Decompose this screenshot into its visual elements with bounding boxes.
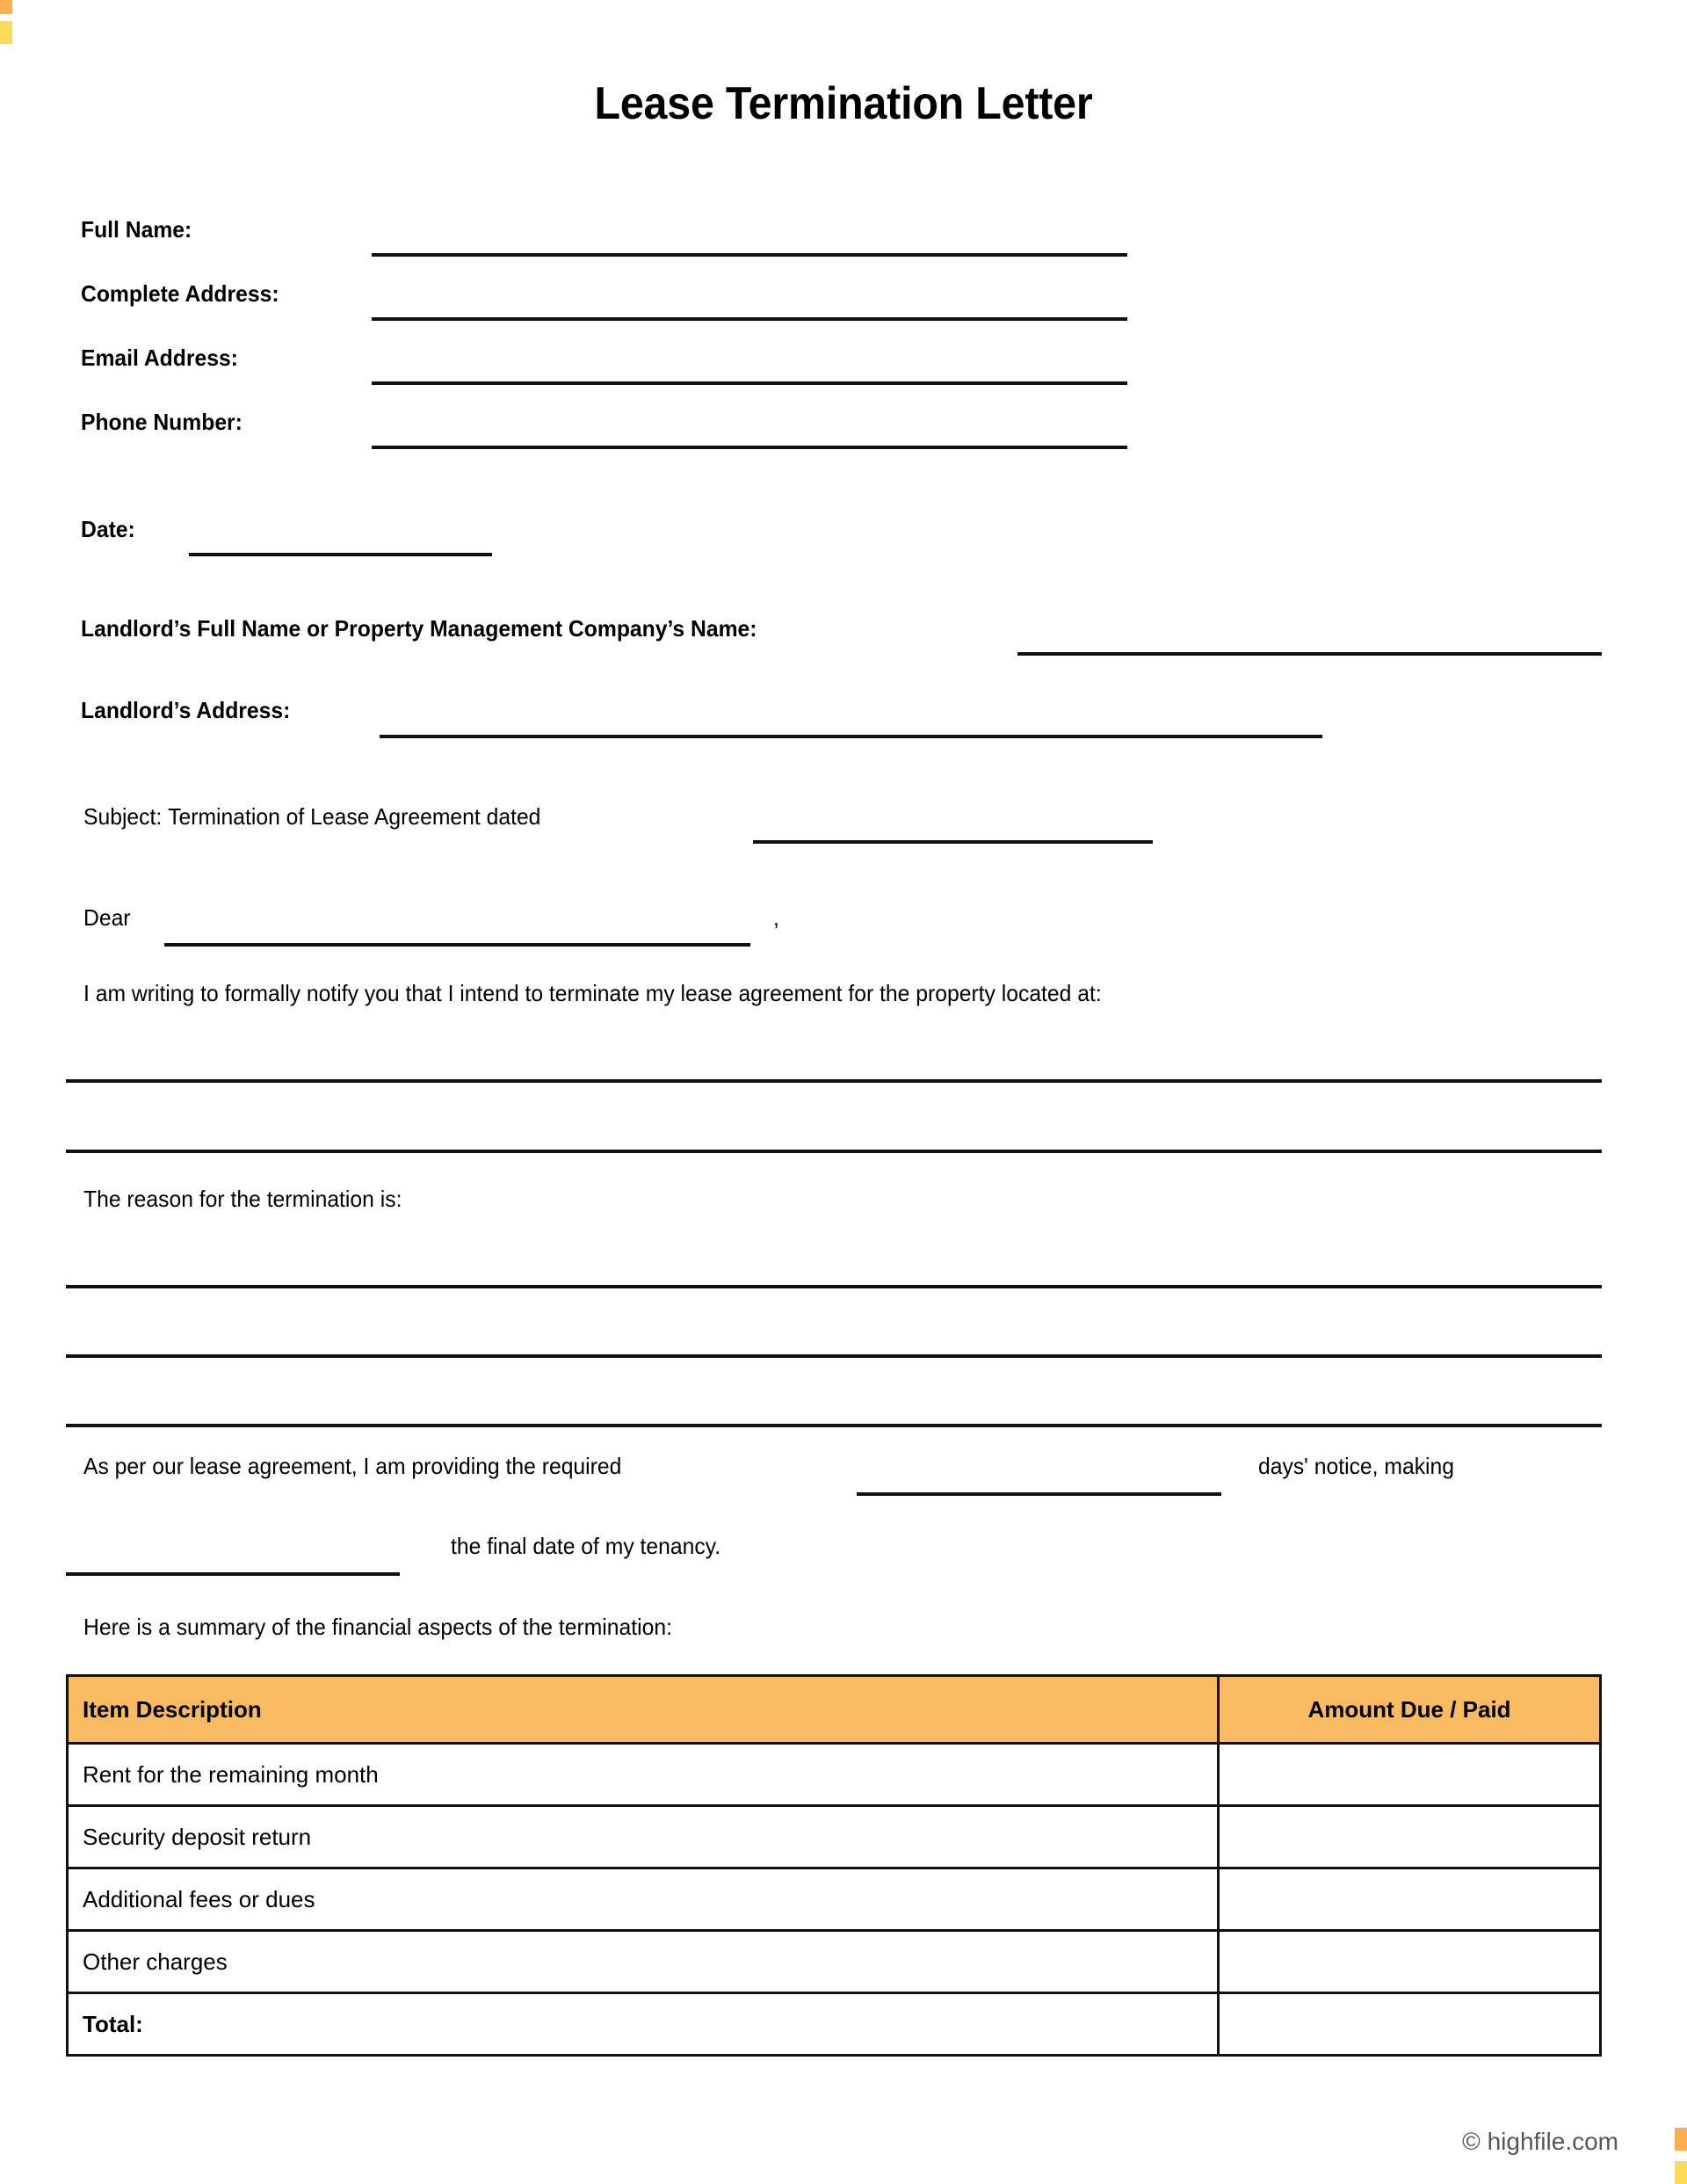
- cell-amount[interactable]: [1219, 1931, 1601, 1993]
- column-header-item-description: Item Description: [68, 1676, 1219, 1744]
- label-date: Date:: [81, 516, 135, 542]
- label-full-name: Full Name:: [81, 216, 192, 243]
- input-complete-address[interactable]: [372, 317, 1127, 321]
- table-row: [68, 1931, 1601, 1993]
- input-phone-number[interactable]: [372, 446, 1127, 449]
- paragraph-intro: I am writing to formally notify you that I intend to terminate my lease agreement for the property located at:: [83, 980, 1102, 1006]
- label-phone-number: Phone Number:: [81, 409, 243, 435]
- cell-item-description: Additional fees or dues: [68, 1868, 1219, 1931]
- cell-amount[interactable]: [1219, 1744, 1601, 1806]
- input-lease-date[interactable]: [753, 840, 1153, 844]
- label-landlord-name: Landlord’s Full Name or Property Management Company’s Name:: [81, 615, 757, 642]
- footer-copyright: © highfile.com: [1462, 2128, 1618, 2155]
- input-notice-days[interactable]: [857, 1492, 1221, 1496]
- paragraph-notice-part1: As per our lease agreement, I am providing the required: [83, 1453, 622, 1479]
- subject-text: Termination of Lease Agreement dated: [168, 803, 541, 830]
- input-date[interactable]: [189, 553, 492, 556]
- paragraph-notice-part2: days' notice, making: [1258, 1453, 1455, 1479]
- brand-mark-bottom-right-yellow: [1675, 2161, 1687, 2184]
- input-reason-line-3[interactable]: [66, 1424, 1602, 1427]
- cell-item-description: Security deposit return: [68, 1806, 1219, 1868]
- paragraph-notice-part3: the final date of my tenancy.: [451, 1533, 721, 1559]
- paragraph-summary-prompt: Here is a summary of the financial aspects of the termination:: [83, 1614, 672, 1640]
- input-property-address-line-2[interactable]: [66, 1150, 1602, 1153]
- input-final-tenancy-date[interactable]: [66, 1572, 400, 1576]
- brand-mark-bottom-right-orange: [1675, 2128, 1687, 2151]
- input-reason-line-2[interactable]: [66, 1354, 1602, 1358]
- cell-amount[interactable]: [1219, 1806, 1601, 1868]
- input-landlord-address[interactable]: [380, 735, 1322, 738]
- cell-total-amount[interactable]: [1219, 1993, 1601, 2056]
- table-row: [68, 1806, 1601, 1868]
- salutation-greeting: Dear: [83, 904, 131, 931]
- paragraph-reason-prompt: The reason for the termination is:: [83, 1186, 402, 1212]
- page-title: Lease Termination Letter: [594, 78, 1093, 129]
- input-landlord-name[interactable]: [1017, 652, 1602, 656]
- input-email-address[interactable]: [372, 381, 1127, 385]
- subject-label: Subject:: [83, 803, 163, 830]
- input-reason-line-1[interactable]: [66, 1285, 1602, 1288]
- input-property-address-line-1[interactable]: [66, 1079, 1602, 1083]
- cell-item-description: Other charges: [68, 1931, 1219, 1993]
- input-full-name[interactable]: [372, 253, 1127, 257]
- brand-mark-top-left-orange: [0, 0, 12, 14]
- input-landlord-salutation[interactable]: [164, 943, 750, 947]
- table-row: [68, 1744, 1601, 1806]
- brand-mark-top-left-yellow: [0, 21, 12, 44]
- financial-summary-table: [66, 1674, 1602, 2057]
- salutation-comma: ,: [773, 904, 779, 931]
- label-email-address: Email Address:: [81, 345, 238, 371]
- table-header-row: [68, 1676, 1601, 1744]
- cell-item-description: Rent for the remaining month: [68, 1744, 1219, 1806]
- label-landlord-address: Landlord’s Address:: [81, 697, 291, 723]
- label-complete-address: Complete Address:: [81, 280, 279, 307]
- table-row-total: [68, 1993, 1601, 2056]
- column-header-amount: Amount Due / Paid: [1219, 1676, 1601, 1744]
- table-row: [68, 1868, 1601, 1931]
- subject-line: [83, 802, 540, 831]
- cell-total-label: Total:: [68, 1993, 1219, 2056]
- cell-amount[interactable]: [1219, 1868, 1601, 1931]
